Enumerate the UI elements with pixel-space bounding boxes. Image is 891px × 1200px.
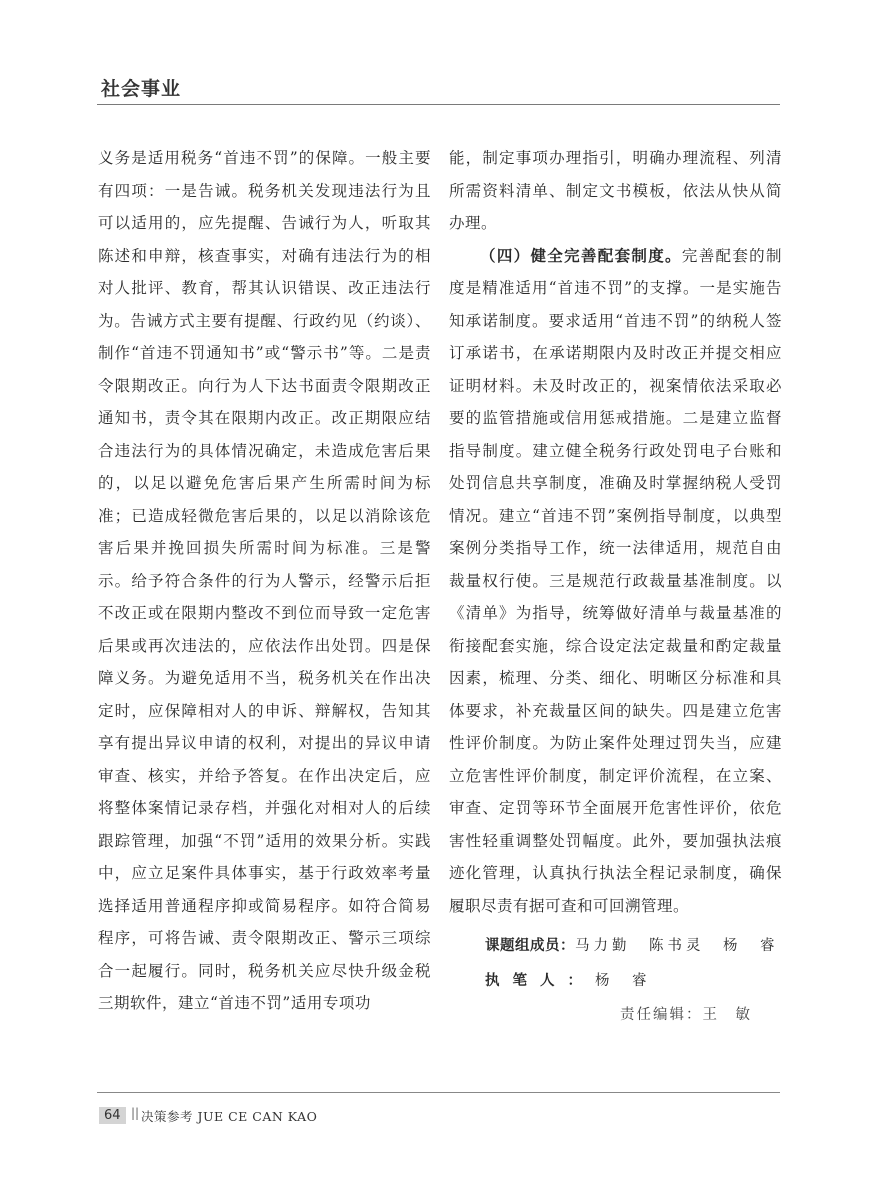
page-footer bbox=[97, 1092, 780, 1124]
editor-label: 责任编辑： bbox=[620, 1007, 703, 1023]
continuation-paragraph: 能，制定事项办理指引，明确办理流程、列清所需资料清单、制定文书模板，依法从快从简办理。 bbox=[449, 149, 782, 232]
section-header bbox=[97, 70, 780, 105]
writer-name: 杨 睿 bbox=[595, 973, 651, 989]
writer-line bbox=[449, 963, 782, 998]
footer-separator: || bbox=[131, 1106, 140, 1120]
writer-label: 执笔人： bbox=[485, 973, 595, 989]
section-four-heading: （四）健全完善配套制度。 bbox=[480, 245, 682, 265]
research-group-members: 马力勤 陈书灵 杨 睿 bbox=[575, 938, 779, 954]
page-number: 64 bbox=[99, 1107, 126, 1124]
editor-line bbox=[449, 998, 782, 1032]
section-four-body: 完善配套的制度是精准适用“首违不罚”的支撑。一是实施告知承诺制度。要求适用“首违不罚”的纳税人签订承诺书，在承诺期限内及时改正并提交相应证明材料。未及时改正的，视案情依法采取必要的监管措施或信用惩戒措施。二是建立监督指导制度。建立健全税务行政处罚电子台账和处罚信息共享制度，准确及时掌握纳税人受罚情况。建立“首违不罚”案例指导制度，以典型案例分类指导工作，统一法律适用，规范自由裁量权行使。三是规范行政裁量基准制度。以《清单》为指导，统筹做好清单与裁量基准的衔接配套实施，综合设定法定裁量和酌定裁量因素，梳理、分类、细化、明晰区分标准和具体要求，补充裁量区间的缺失。四是建立危害性评价制度。为防止案件处理过罚失当，应建立危害性评价制度，制定评价流程，在立案、审查、定罚等环节全面展开危害性评价，依危害性轻重调整处罚幅度。此外，要加强执法痕迹化管理，认真执行执法全程记录制度，确保履职尽责有据可查和可回溯管理。 bbox=[449, 246, 782, 915]
section-four-paragraph bbox=[449, 240, 782, 923]
credits-block bbox=[449, 928, 782, 1032]
left-column bbox=[98, 142, 431, 1020]
journal-title: 决策参考 JUE CE CAN KAO bbox=[141, 1109, 318, 1124]
editor-name: 王 敏 bbox=[702, 1007, 752, 1023]
section-title: 社会事业 bbox=[101, 78, 182, 100]
right-column bbox=[449, 142, 782, 1032]
left-column-text: 义务是适用税务“首违不罚”的保障。一般主要有四项：一是告诫。税务机关发现违法行为且可以适用的，应先提醒、告诫行为人，听取其陈述和申辩，核查事实，对确有违法行为的相对人批评、教育，帮其认识错误、改正违法行为。告诫方式主要有提醒、行政约见（约谈）、制作“首违不罚通知书”或“警示书”等。二是责令限期改正。向行为人下达书面责令限期改正通知书，责令其在限期内改正。改正期限应结合违法行为的具体情况确定，未造成危害后果的，以足以避免危害后果产生所需时间为标准；已造成轻微危害后果的，以足以消除该危害后果并挽回损失所需时间为标准。三是警示。给予符合条件的行为人警示，经警示后拒不改正或在限期内整改不到位而导致一定危害后果或再次违法的，应依法作出处罚。四是保障义务。为避免适用不当，税务机关在作出决定时，应保障相对人的申诉、辩解权，告知其享有提出异议申请的权利，对提出的异议申请审查、核实，并给予答复。在作出决定后，应将整体案情记录存档，并强化对相对人的后续跟踪管理，加强“不罚”适用的效果分析。实践中，应立足案件具体事实，基于行政效率考量选择适用普通程序抑或简易程序。如符合简易程序，可将告诫、责令限期改正、警示三项综合一起履行。同时，税务机关应尽快升级金税三期软件，建立“首违不罚”适用专项功 bbox=[98, 149, 431, 1012]
research-group-line bbox=[449, 928, 782, 963]
research-group-label: 课题组成员： bbox=[485, 938, 575, 954]
